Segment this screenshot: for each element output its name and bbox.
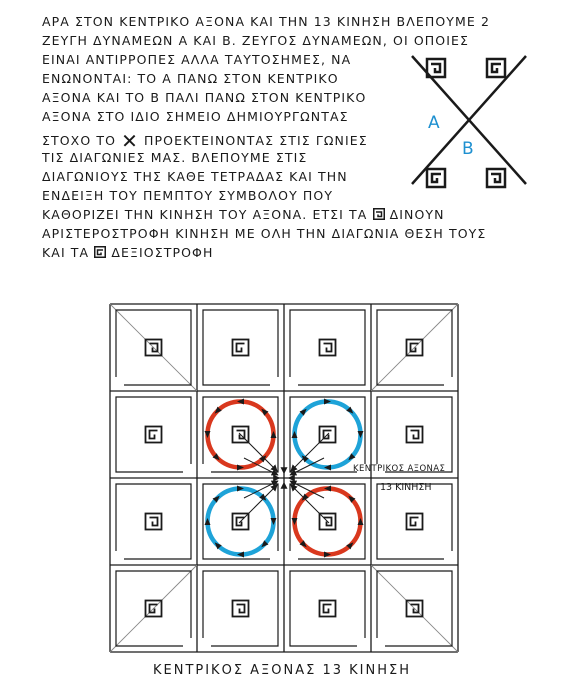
meander-cell	[377, 397, 452, 472]
text-line-11	[42, 207, 445, 222]
text-line-3: ΕΙΝΑΙ ΑΝΤΙΡΡΟΠΕΣ ΑΛΛΑ ΤΑΥΤΟΣΗΜΕΣ, ΝΑ	[42, 52, 352, 67]
text-line-11-start: ΚΑΘΟΡΙΖΕΙ ΤΗΝ ΚΙΝΗΣΗ ΤΟΥ ΑΞΟΝΑ. ΕΤΣΙ ΤΑ	[42, 207, 368, 222]
label-a: A	[428, 113, 440, 133]
text-line-13	[42, 245, 213, 260]
meander-icon-top-right	[487, 59, 505, 77]
text-line-5: ΑΞΟΝΑ ΚΑΙ ΤΟ Β ΠΑΛΙ ΠΑΝΩ ΣΤΟΝ ΚΕΝΤΡΙΚΟ	[42, 90, 367, 105]
text-line-12: ΑΡΙΣΤΕΡΟΣΤΡΟΦΗ ΚΙΝΗΣΗ ΜΕ ΟΛΗ ΤΗΝ ΔΙΑΓΩΝΙΑ ΘΕΣΗ ΤΟΥΣ	[42, 226, 487, 241]
grid-diagram	[98, 294, 468, 654]
central-axis-label: ΚΕΝΤΡΙΚΟΣ ΑΞΟΝΑΣ	[353, 464, 446, 474]
ccw-meander-icon	[373, 208, 385, 220]
meander-cell	[203, 571, 278, 646]
text-line-10: ΕΝΔΕΙΞΗ ΤΟΥ ΠΕΜΠΤΟΥ ΣΥΜΒΟΛΟΥ ΠΟΥ	[42, 188, 334, 203]
meander-cell	[116, 484, 191, 559]
meander-icon	[407, 514, 423, 530]
meander-cell	[116, 397, 191, 472]
text-line-13-start: ΚΑΙ ΤΑ	[42, 245, 90, 260]
meander-cell	[377, 484, 452, 559]
label-b: B	[462, 139, 474, 159]
meander-icon	[320, 601, 336, 617]
meander-icon	[233, 340, 249, 356]
meander-icon	[146, 514, 162, 530]
text-line-6: ΑΞΟΝΑ ΣΤΟ ΙΔΙΟ ΣΗΜΕΙΟ ΔΗΜΙΟΥΡΓΩΝΤΑΣ	[42, 109, 349, 124]
figure-caption: ΚΕΝΤΡΙΚΟΣ ΑΞΟΝΑΣ 13 ΚΙΝΗΣΗ	[152, 663, 411, 678]
meander-icon-bottom-left	[427, 169, 445, 187]
text-line-13-end: ΔΕΞΙΟΣΤΡΟΦΗ	[111, 245, 214, 260]
meander-cell	[290, 310, 365, 385]
meander-icon	[233, 601, 249, 617]
text-line-11-end: ΔΙΝΟΥΝ	[389, 207, 445, 222]
meander-cell	[290, 571, 365, 646]
corner-diagonal	[110, 304, 197, 391]
text-line-4: ΕΝΩΝΟΝΤΑΙ: ΤΟ Α ΠΑΝΩ ΣΤΟΝ ΚΕΝΤΡΙΚΟ	[42, 71, 339, 86]
corner-diagonal	[371, 565, 458, 652]
text-line-2: ΖΕΥΓΗ ΔΥΝΑΜΕΩΝ Α ΚΑΙ Β. ΖΕΥΓΟΣ ΔΥΝΑΜΕΩΝ, ΟΙ ΟΠΟΙΕΣ	[42, 33, 469, 48]
text-line-9: ΔΙΑΓΩΝΙΟΥΣ ΤΗΣ ΚΑΘΕ ΤΕΤΡΑΔΑΣ ΚΑΙ ΤΗΝ	[42, 169, 348, 184]
meander-icon-bottom-right	[487, 169, 505, 187]
corner-diagonal	[110, 565, 197, 652]
cw-meander-icon	[94, 246, 106, 258]
corner-diagonal	[371, 304, 458, 391]
text-line-7-end: ΠΡΟΕΚΤΕΙΝΟΝΤΑΣ ΣΤΙΣ ΓΩΝΙΕΣ	[144, 133, 368, 148]
cross-diagram	[404, 50, 534, 190]
movement-label: 13 ΚΙΝΗΣΗ	[380, 482, 432, 493]
x-symbol: ✕	[121, 129, 139, 153]
meander-icon	[146, 427, 162, 443]
text-line-1: ΑΡΑ ΣΤΟΝ ΚΕΝΤΡΙΚΟ ΑΞΟΝΑ ΚΑΙ ΤΗΝ 13 ΚΙΝΗΣΗ ΒΛΕΠΟΥΜΕ 2	[42, 14, 491, 29]
text-line-7-start: ΣΤΟΧΟ ΤΟ	[42, 133, 117, 148]
meander-icon	[320, 340, 336, 356]
meander-icon	[407, 427, 423, 443]
meander-cell	[203, 310, 278, 385]
text-line-8: ΤΙΣ ΔΙΑΓΩΝΙΕΣ ΜΑΣ. ΒΛΕΠΟΥΜΕ ΣΤΙΣ	[42, 150, 308, 165]
